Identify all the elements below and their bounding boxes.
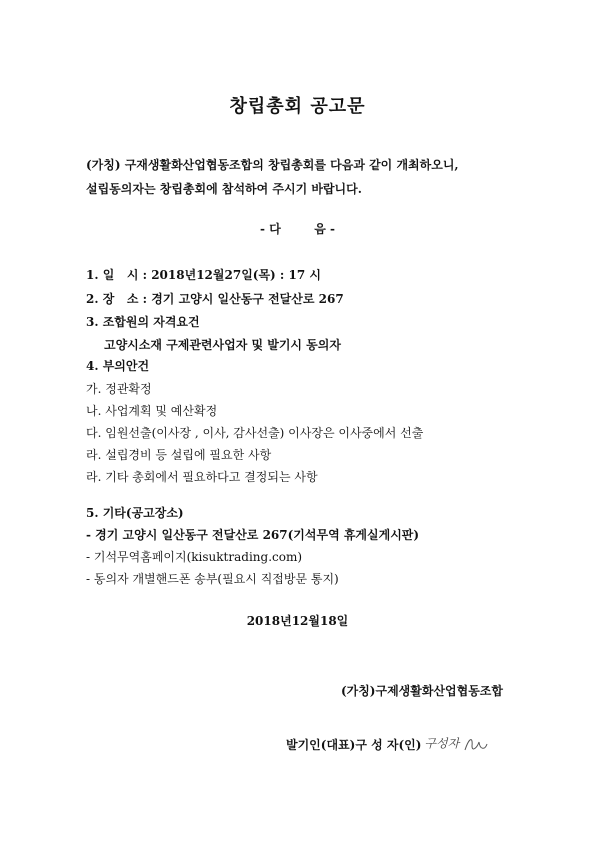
intro-line-2: 설립동의자는 창립총회에 참석하여 주시기 바랍니다. — [86, 182, 362, 196]
etc-item-homepage: - 기석무역홈페이지(kisuktrading.com) — [86, 550, 303, 564]
signer-block — [286, 734, 489, 754]
notice-date: 2018년12월18일 — [246, 614, 349, 628]
section-heading: - 다 음 - — [260, 222, 335, 236]
intro-line-1: (가칭) 구재생활화산업협동조합의 창립총회를 다음과 같이 개최하오니, — [86, 158, 459, 172]
etc-item-location: - 경기 고양시 일산동구 전달산로 267(기석무역 휴게실게시판) — [86, 528, 420, 542]
qualification-text: 고양시소재 구제관련사업자 및 발기시 동의자 — [104, 338, 341, 352]
etc-heading: 5. 기타(공고장소) — [86, 506, 184, 520]
page-title: 창립총회 공고문 — [229, 96, 366, 117]
place-line: 2. 장 소 : 경기 고양시 일산동구 전달산로 267 — [86, 292, 344, 306]
signature-text: 구성자 — [424, 736, 460, 751]
signer-label: 발기인(대표)구 성 자(인) — [286, 737, 422, 752]
organization-name: (가칭)구제생활화산업협동조합 — [340, 684, 503, 698]
agenda-heading: 4. 부의안건 — [86, 359, 150, 373]
signature-flourish — [463, 734, 489, 754]
agenda-item: 나. 사업계획 및 예산확정 — [86, 404, 218, 418]
agenda-item: 라. 설립경비 등 설립에 필요한 사항 — [86, 448, 272, 462]
qualification-heading: 3. 조합원의 자격요건 — [86, 315, 200, 329]
agenda-item: 가. 정관확정 — [86, 382, 152, 396]
date-line: 1. 일 시 : 2018년12월27일(목) : 17 시 — [86, 268, 321, 282]
handwritten-signature — [424, 734, 489, 754]
agenda-item: 다. 임원선출(이사장 , 이사, 감사선출) 이사장은 이사중에서 선출 — [86, 426, 424, 440]
etc-item-phone: - 동의자 개별핸드폰 송부(필요시 직접방문 통지) — [86, 572, 339, 586]
agenda-item: 라. 기타 총회에서 필요하다고 결정되는 사항 — [86, 470, 318, 484]
